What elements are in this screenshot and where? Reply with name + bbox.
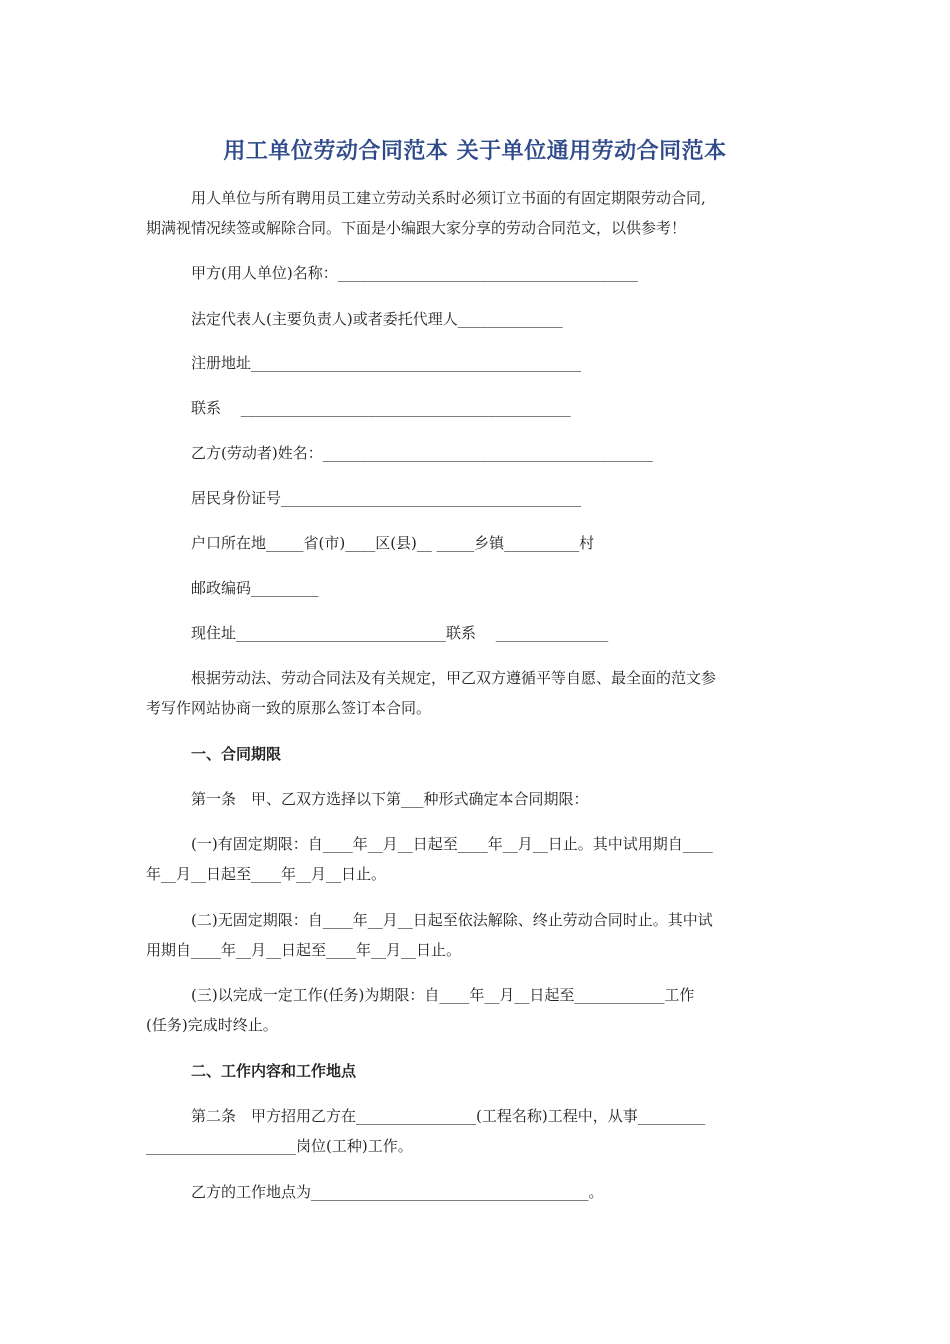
task-term-paragraph [146, 980, 800, 1040]
section-1-heading: 一、合同期限 [146, 745, 282, 763]
current-addr-field: 现住址____________________________联系 _______________ [146, 624, 609, 642]
open-term-line-1: (二)无固定期限：自____年__月__日起至依法解除、终止劳动合同时止。其中试 [146, 911, 713, 929]
basis-line-2: 考写作网站协商一致的原那么签订本合同。 [146, 699, 432, 717]
open-term-line-2: 用期自____年__月__日起至____年__月__日止。 [146, 941, 462, 959]
id-no-field: 居民身份证号________________________________________ [146, 489, 582, 507]
article-2-line-2: ____________________岗位(工种)工作。 [146, 1137, 413, 1155]
fixed-term-line-1: (一)有固定期限：自____年__月__日起至____年__月__日止。其中试用期自____ [146, 835, 713, 853]
intro-line-2: 期满视情况续签或解除合同。下面是小编跟大家分享的劳动合同范文，以供参考！ [146, 219, 687, 237]
open-term-paragraph [146, 905, 800, 965]
article-2-line-1: 第二条 甲方招用乙方在________________(工程名称)工程中，从事_________ [146, 1107, 706, 1125]
task-term-line-1: (三)以完成一定工作(任务)为期限：自____年__月__日起至____________工作 [146, 986, 695, 1004]
party-b-field: 乙方(劳动者)姓名：____________________________________________ [146, 444, 653, 462]
basis-line-1: 根据劳动法、劳动合同法及有关规定，甲乙双方遵循平等自愿、最全面的范文参 [146, 669, 717, 687]
doc-title: 用工单位劳动合同范本 关于单位通用劳动合同范本 [223, 139, 727, 164]
legal-rep-field: 法定代表人(主要负责人)或者委托代理人______________ [146, 310, 563, 328]
party-a-field: 甲方(用人单位)名称：________________________________________ [146, 264, 638, 282]
basis-paragraph [146, 663, 800, 723]
household-field: 户口所在地_____省(市)____区(县)__ _____乡镇__________村 [146, 534, 595, 552]
contact-a-field: 联系 ____________________________________________ [146, 399, 571, 417]
postcode-field: 邮政编码_________ [146, 579, 319, 597]
article-2 [146, 1101, 800, 1161]
work-place-field: 乙方的工作地点为_____________________________________。 [146, 1183, 604, 1201]
article-1: 第一条 甲、乙双方选择以下第___种形式确定本合同期限： [146, 790, 589, 808]
fixed-term-paragraph [146, 829, 800, 889]
reg-addr-field: 注册地址____________________________________________ [146, 354, 582, 372]
task-term-line-2: (任务)完成时终止。 [146, 1016, 278, 1034]
section-2-heading: 二、工作内容和工作地点 [146, 1062, 357, 1080]
intro-line-1: 用人单位与所有聘用员工建立劳动关系时必须订立书面的有固定期限劳动合同, [146, 189, 706, 207]
fixed-term-line-2: 年__月__日起至____年__月__日止。 [146, 865, 387, 883]
intro-paragraph [146, 183, 800, 243]
